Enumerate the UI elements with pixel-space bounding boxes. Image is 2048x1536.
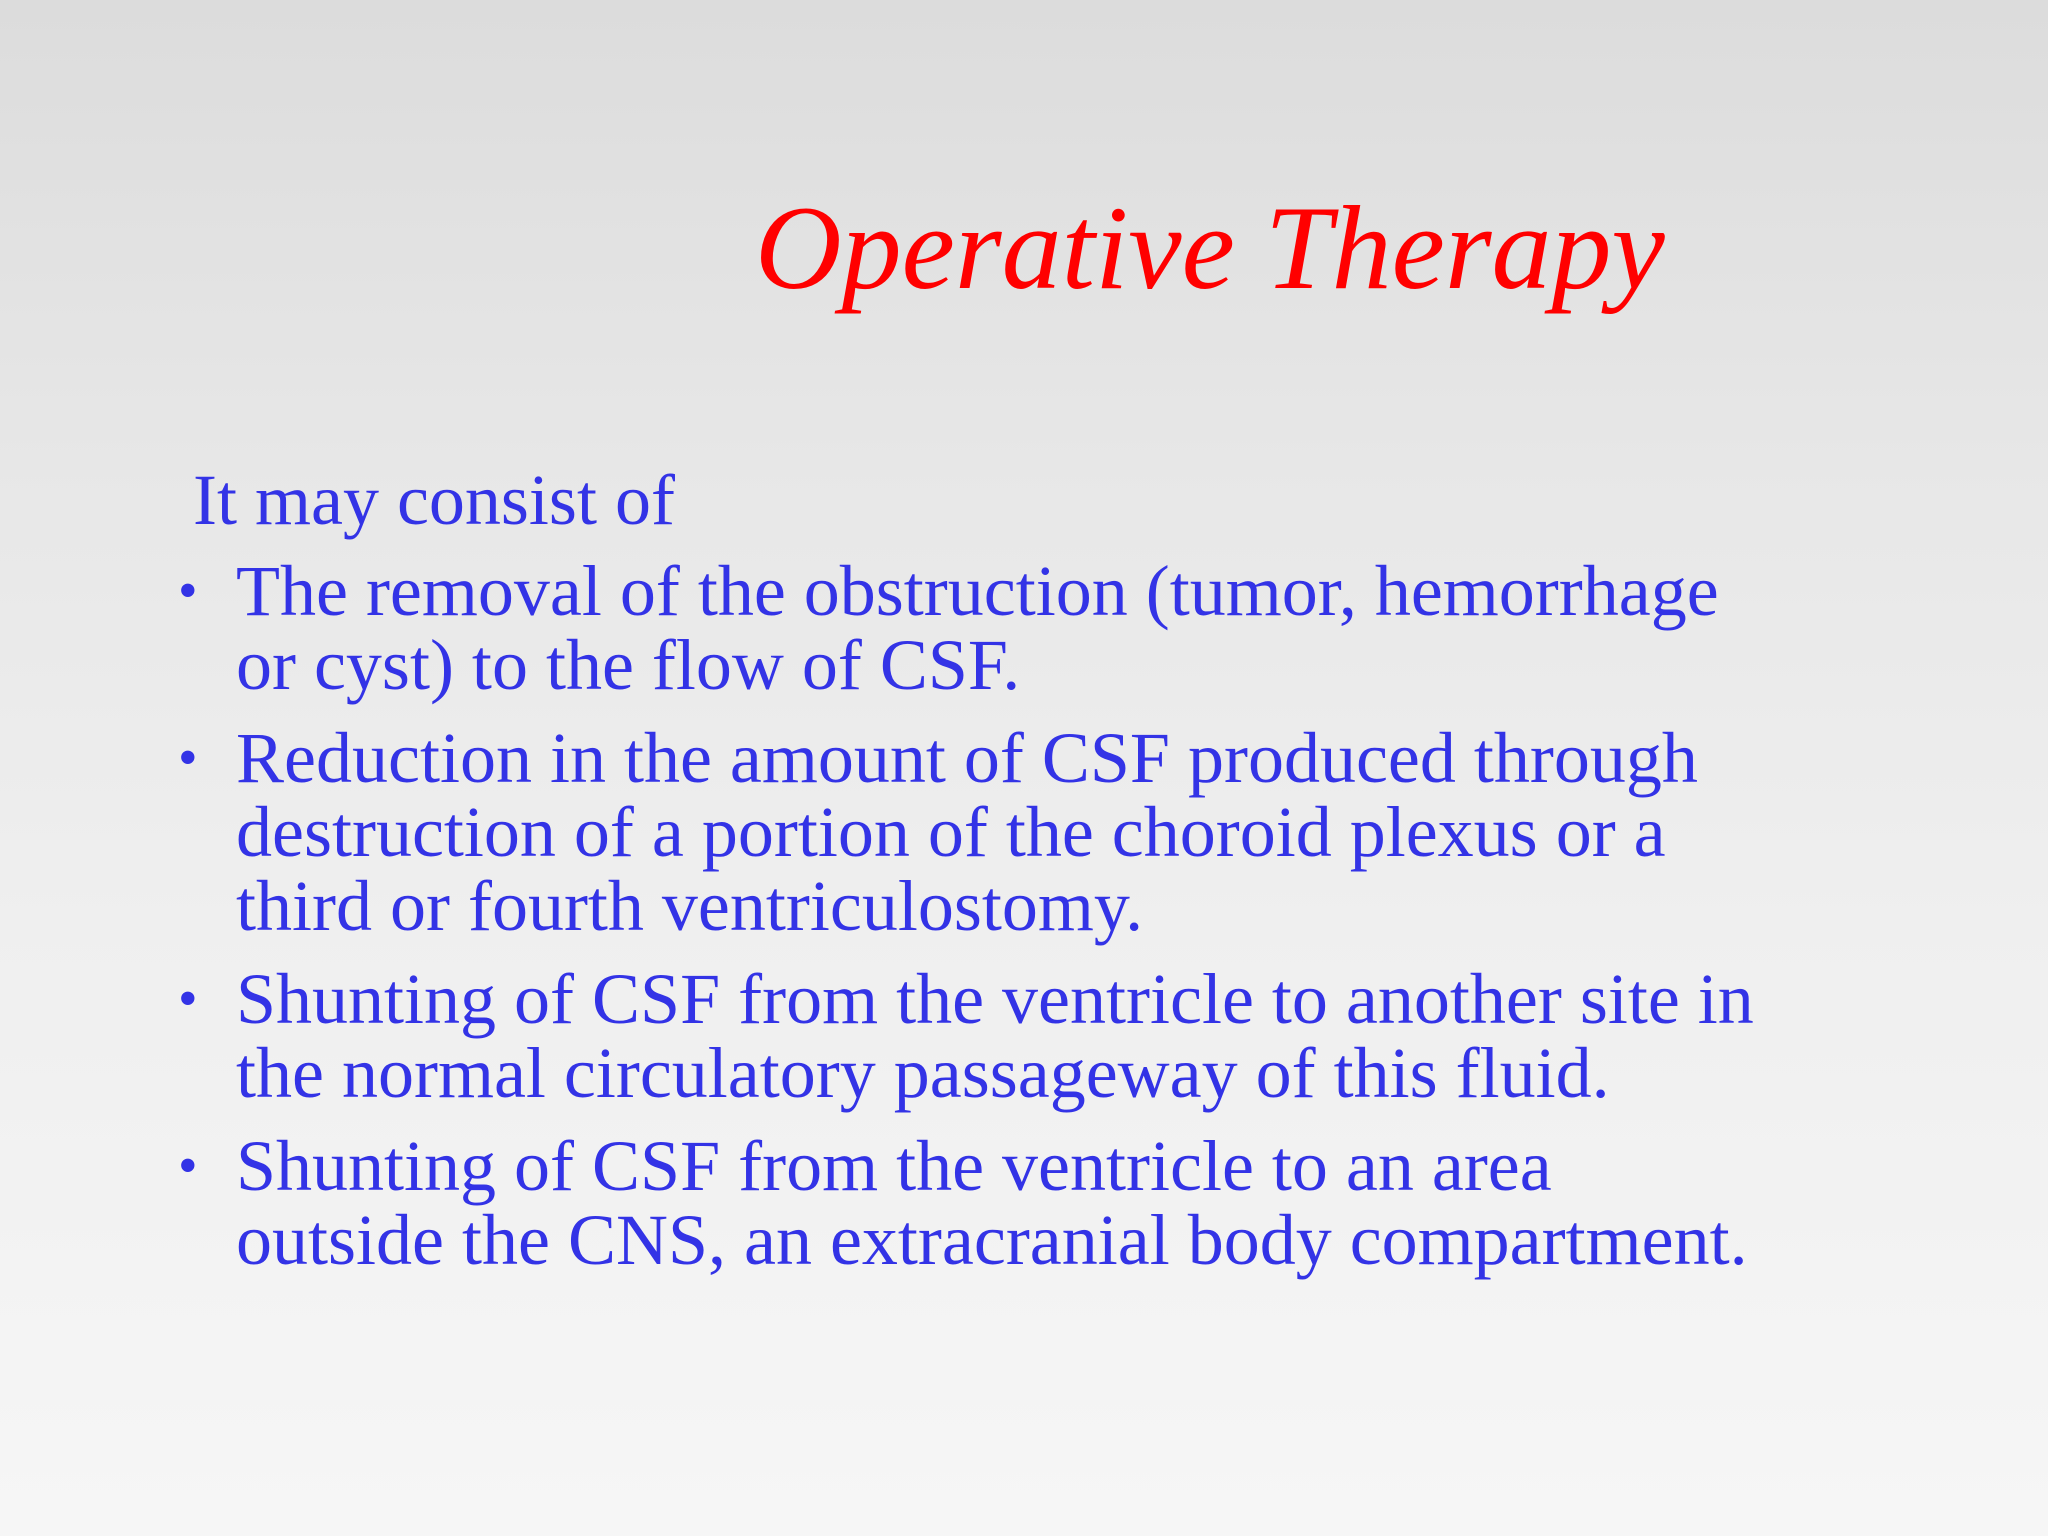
bullet-text-line: third or fourth ventriculostomy. [236,866,1144,946]
bullet-icon: • [178,968,198,1030]
slide-title: Operative Therapy [755,181,1665,314]
bullet-text-line: the normal circulatory passageway of this fluid. [236,1033,1610,1113]
bullet-icon: • [178,560,198,622]
bullet-text-line: The removal of the obstruction (tumor, hemorrhage [236,551,1719,631]
bullet-item-shunting-to-another-site [172,959,1872,1113]
intro-text: It may consist of [193,460,675,540]
bullet-text-line: Shunting of CSF from the ventricle to another site in [236,959,1754,1039]
bullet-item-shunting-outside-cns [172,1126,1872,1280]
bullet-text-line: Reduction in the amount of CSF produced through [236,718,1698,798]
bullet-text-line: destruction of a portion of the choroid plexus or a [236,792,1666,872]
bullet-list [172,551,1872,1296]
bullet-item-reduction-of-csf [172,718,1872,946]
bullet-icon: • [178,727,198,789]
bullet-item-removal-of-obstruction [172,551,1872,705]
bullet-text-line: Shunting of CSF from the ventricle to an area [236,1126,1552,1206]
bullet-text-line: outside the CNS, an extracranial body compartment. [236,1200,1748,1280]
bullet-text-line: or cyst) to the flow of CSF. [236,625,1021,705]
bullet-icon: • [178,1135,198,1197]
